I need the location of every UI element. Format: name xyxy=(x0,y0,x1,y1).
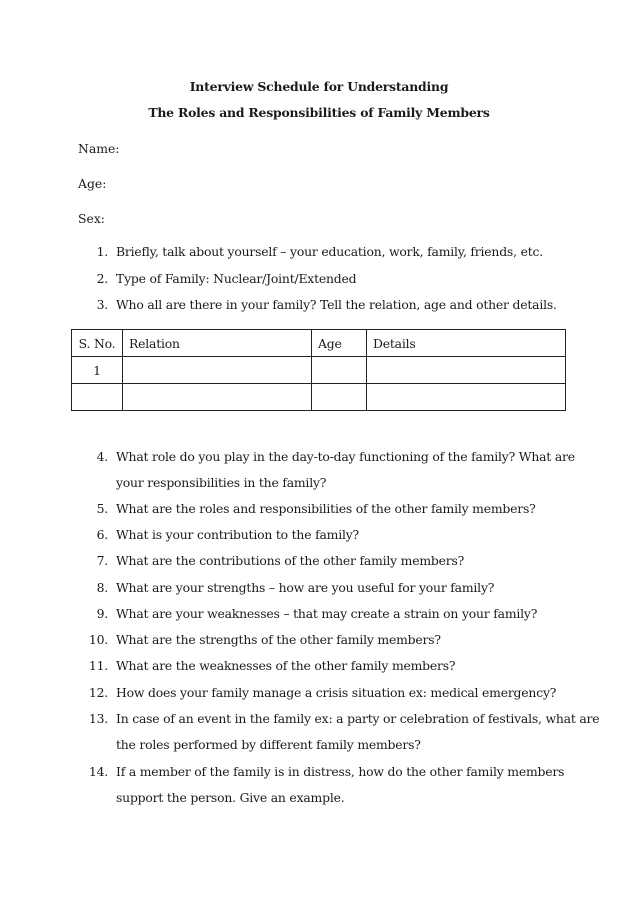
table-cell xyxy=(367,384,566,411)
question-text: What are your weaknesses – that may create a strain on your family? xyxy=(116,606,538,621)
question-number: 5. xyxy=(96,501,108,516)
question-text: In case of an event in the family ex: a party or celebration of festivals, what are xyxy=(116,711,600,726)
question-text: How does your family manage a crisis situation ex: medical emergency? xyxy=(116,685,557,700)
question-text: Briefly, talk about yourself – your education, work, family, friends, etc. xyxy=(116,244,543,259)
document-subtitle: The Roles and Responsibilities of Family Members xyxy=(148,105,490,120)
name-field-label: Name: xyxy=(78,141,120,156)
question-number: 11. xyxy=(88,658,108,673)
table-cell: 1 xyxy=(72,357,123,384)
header-relation: Relation xyxy=(123,330,312,357)
question-number: 7. xyxy=(96,553,108,568)
table-row xyxy=(72,357,566,384)
question-number: 6. xyxy=(96,527,108,542)
question-text: Type of Family: Nuclear/Joint/Extended xyxy=(116,271,357,286)
table-header-row xyxy=(72,330,566,357)
question-text: If a member of the family is in distress, how do the other family members xyxy=(116,764,565,779)
question-text: Who all are there in your family? Tell the relation, age and other details. xyxy=(116,297,557,312)
question-text: What are the weaknesses of the other family members? xyxy=(116,658,456,673)
question-number: 13. xyxy=(88,711,108,726)
question-text: What are the contributions of the other family members? xyxy=(116,553,465,568)
question-text-continued: your responsibilities in the family? xyxy=(116,475,327,490)
table-cell xyxy=(72,384,123,411)
question-text-continued: the roles performed by different family members? xyxy=(116,737,421,752)
table-cell xyxy=(123,384,312,411)
table-cell xyxy=(367,357,566,384)
header-age: Age xyxy=(312,330,367,357)
table-row xyxy=(72,384,566,411)
age-field-label: Age: xyxy=(78,176,107,191)
table-cell xyxy=(312,357,367,384)
question-number: 12. xyxy=(88,685,108,700)
question-number: 3. xyxy=(96,297,108,312)
question-number: 2. xyxy=(96,271,108,286)
sex-field-label: Sex: xyxy=(78,211,105,226)
question-text: What role do you play in the day-to-day functioning of the family? What are xyxy=(116,449,575,464)
question-text-continued: support the person. Give an example. xyxy=(116,790,345,805)
question-text: What are your strengths – how are you useful for your family? xyxy=(116,580,495,595)
question-text: What is your contribution to the family? xyxy=(116,527,359,542)
question-number: 9. xyxy=(96,606,108,621)
document-title: Interview Schedule for Understanding xyxy=(189,79,449,94)
header-s-no: S. No. xyxy=(72,330,123,357)
question-text: What are the strengths of the other family members? xyxy=(116,632,441,647)
question-number: 1. xyxy=(96,244,108,259)
question-number: 10. xyxy=(88,632,108,647)
table-cell xyxy=(123,357,312,384)
family-members-table xyxy=(71,329,566,411)
question-number: 8. xyxy=(96,580,108,595)
question-number: 14. xyxy=(88,764,108,779)
header-details: Details xyxy=(367,330,566,357)
question-text: What are the roles and responsibilities of the other family members? xyxy=(116,501,536,516)
question-number: 4. xyxy=(96,449,108,464)
table-cell xyxy=(312,384,367,411)
